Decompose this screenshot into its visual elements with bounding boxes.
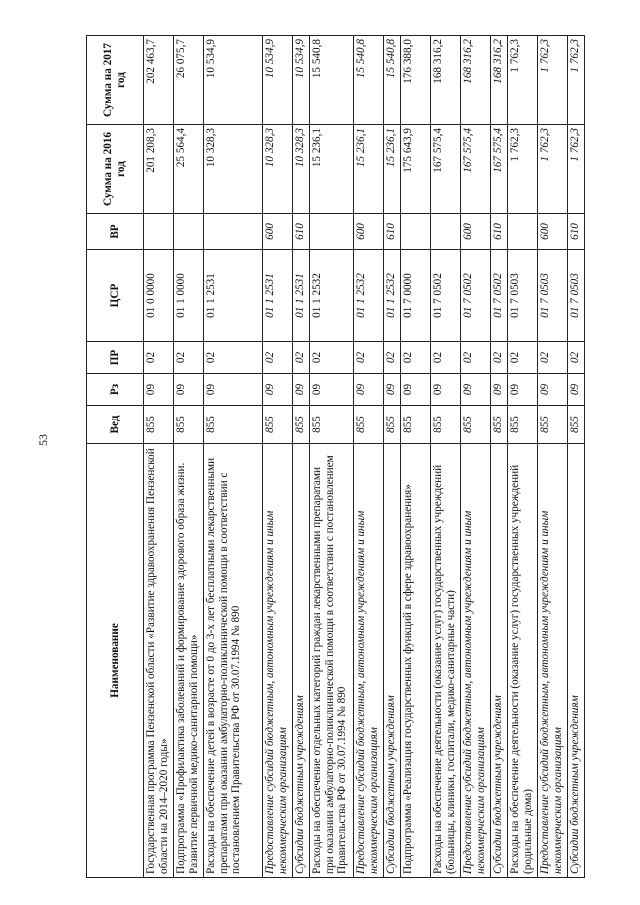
cell-ved: 855 [491, 406, 508, 444]
table-row [204, 36, 263, 878]
cell-vr [144, 214, 174, 250]
cell-vr: 600 [354, 214, 384, 250]
cell-rz: 09 [461, 374, 491, 406]
cell-sum-2016: 1 762,3 [538, 125, 568, 214]
cell-csr: 01 1 2531 [263, 250, 293, 342]
cell-ved: 855 [384, 406, 401, 444]
header-ved: Вед [87, 406, 144, 444]
cell-name: Предоставление субсидий бюджетным, автономным учреждениям и иным некоммерческим организациям [538, 444, 568, 878]
cell-sum-2017: 168 316,2 [491, 36, 508, 125]
table-body [144, 36, 585, 878]
table-row [538, 36, 568, 878]
cell-sum-2016: 1 762,3 [568, 125, 585, 214]
cell-csr: 01 7 0000 [401, 250, 431, 342]
cell-vr [174, 214, 204, 250]
cell-ved: 855 [354, 406, 384, 444]
cell-sum-2017: 202 463,7 [144, 36, 174, 125]
cell-pr: 02 [431, 342, 461, 374]
cell-vr [204, 214, 263, 250]
cell-sum-2016: 10 328,3 [263, 125, 293, 214]
cell-sum-2017: 26 075,7 [174, 36, 204, 125]
budget-table [86, 35, 585, 878]
cell-csr: 01 1 0000 [174, 250, 204, 342]
header-sum-2016: Сумма на 2016 год [87, 125, 144, 214]
cell-pr: 02 [538, 342, 568, 374]
cell-csr: 01 7 0503 [568, 250, 585, 342]
cell-vr: 610 [384, 214, 401, 250]
cell-sum-2016: 15 236,1 [354, 125, 384, 214]
cell-ved: 855 [144, 406, 174, 444]
cell-ved: 855 [401, 406, 431, 444]
cell-ved: 855 [293, 406, 310, 444]
cell-rz: 09 [354, 374, 384, 406]
cell-sum-2016: 167 575,4 [491, 125, 508, 214]
cell-pr: 02 [491, 342, 508, 374]
cell-csr: 01 7 0502 [431, 250, 461, 342]
cell-rz: 09 [538, 374, 568, 406]
table-row [461, 36, 491, 878]
page-number: 53 [36, 434, 50, 446]
header-pr: ПР [87, 342, 144, 374]
cell-sum-2017: 1 762,3 [568, 36, 585, 125]
cell-pr: 02 [293, 342, 310, 374]
rotated-table-wrapper [86, 36, 581, 878]
cell-ved: 855 [204, 406, 263, 444]
cell-csr: 01 7 0502 [491, 250, 508, 342]
cell-ved: 855 [310, 406, 354, 444]
cell-csr: 01 1 2532 [384, 250, 401, 342]
cell-sum-2017: 15 540,8 [384, 36, 401, 125]
cell-rz: 09 [508, 374, 538, 406]
cell-rz: 09 [568, 374, 585, 406]
cell-pr: 02 [401, 342, 431, 374]
cell-vr [310, 214, 354, 250]
cell-rz: 09 [431, 374, 461, 406]
cell-sum-2016: 167 575,4 [431, 125, 461, 214]
cell-csr: 01 1 2531 [204, 250, 263, 342]
header-row [87, 36, 144, 878]
cell-rz: 09 [144, 374, 174, 406]
cell-sum-2017: 15 540,8 [310, 36, 354, 125]
cell-sum-2016: 10 328,3 [204, 125, 263, 214]
cell-sum-2016: 15 236,1 [310, 125, 354, 214]
cell-ved: 855 [174, 406, 204, 444]
cell-csr: 01 0 0000 [144, 250, 174, 342]
cell-name: Субсидии бюджетным учреждениям [384, 444, 401, 878]
cell-vr: 600 [538, 214, 568, 250]
cell-name: Субсидии бюджетным учреждениям [491, 444, 508, 878]
cell-name: Подпрограмма «Профилактика заболеваний и формирование здорового образа жизни. Развитие первичной медико-санитарной помощи» [174, 444, 204, 878]
cell-sum-2017: 15 540,8 [354, 36, 384, 125]
cell-name: Расходы на обеспечение деятельности (оказание услуг) государственных учреждений (родильные дома) [508, 444, 538, 878]
cell-sum-2017: 168 316,2 [431, 36, 461, 125]
cell-name: Предоставление субсидий бюджетным, автономным учреждениям и иным некоммерческим организациям [461, 444, 491, 878]
cell-rz: 09 [263, 374, 293, 406]
header-rz: Рз [87, 374, 144, 406]
cell-pr: 02 [174, 342, 204, 374]
table-row [401, 36, 431, 878]
cell-vr: 610 [491, 214, 508, 250]
table-row [508, 36, 538, 878]
cell-rz: 09 [174, 374, 204, 406]
cell-csr: 01 7 0503 [508, 250, 538, 342]
cell-sum-2017: 1 762,3 [508, 36, 538, 125]
cell-name: Субсидии бюджетным учреждениям [293, 444, 310, 878]
cell-name: Расходы на обеспечение детей в возрасте от 0 до 3-х лет бесплатными лекарственными препаратами при оказании амбулаторно-поликлинической помощи в соответствии с постановлением Правительства РФ от 30.07.1994 № 890 [204, 444, 263, 878]
cell-csr: 01 1 2532 [354, 250, 384, 342]
cell-name: Субсидии бюджетным учреждениям [568, 444, 585, 878]
table-row [384, 36, 401, 878]
cell-rz: 09 [491, 374, 508, 406]
cell-name: Предоставление субсидий бюджетным, автономным учреждениям и иным некоммерческим организациям [263, 444, 293, 878]
cell-pr: 02 [204, 342, 263, 374]
cell-sum-2016: 15 236,1 [384, 125, 401, 214]
cell-csr: 01 1 2531 [293, 250, 310, 342]
cell-sum-2016: 175 643,9 [401, 125, 431, 214]
table-row [174, 36, 204, 878]
cell-vr [431, 214, 461, 250]
table-row [354, 36, 384, 878]
cell-sum-2017: 10 534,9 [293, 36, 310, 125]
cell-ved: 855 [538, 406, 568, 444]
cell-csr: 01 7 0503 [538, 250, 568, 342]
table-row [144, 36, 174, 878]
cell-pr: 02 [263, 342, 293, 374]
cell-vr: 610 [568, 214, 585, 250]
cell-ved: 855 [508, 406, 538, 444]
header-name: Наименование [87, 444, 144, 878]
cell-sum-2016: 10 328,3 [293, 125, 310, 214]
cell-sum-2017: 10 534,9 [263, 36, 293, 125]
cell-sum-2016: 25 564,4 [174, 125, 204, 214]
cell-pr: 02 [461, 342, 491, 374]
cell-name: Расходы на обеспечение отдельных категорий граждан лекарственными препаратами при оказании амбулаторно-поликлинической помощи в соответствии с постановлением Правительства РФ от 30.07.1994 № 890 [310, 444, 354, 878]
cell-sum-2016: 201 208,3 [144, 125, 174, 214]
cell-vr [508, 214, 538, 250]
cell-csr: 01 1 2532 [310, 250, 354, 342]
table-row [491, 36, 508, 878]
table-row [568, 36, 585, 878]
cell-ved: 855 [461, 406, 491, 444]
cell-rz: 09 [384, 374, 401, 406]
cell-vr [401, 214, 431, 250]
cell-sum-2016: 167 575,4 [461, 125, 491, 214]
header-vr: ВР [87, 214, 144, 250]
cell-pr: 02 [508, 342, 538, 374]
table-row [293, 36, 310, 878]
cell-name: Расходы на обеспечение деятельности (оказание услуг) государственных учреждений (больницы, клиники, госпитали, медико-санитарные части) [431, 444, 461, 878]
cell-pr: 02 [144, 342, 174, 374]
cell-sum-2017: 168 316,2 [461, 36, 491, 125]
cell-pr: 02 [384, 342, 401, 374]
table-row [263, 36, 293, 878]
cell-sum-2017: 1 762,3 [538, 36, 568, 125]
cell-vr: 600 [263, 214, 293, 250]
cell-pr: 02 [310, 342, 354, 374]
cell-name: Подпрограмма «Реализация государственных функций в сфере здравоохранения» [401, 444, 431, 878]
cell-name: Предоставление субсидий бюджетным, автономным учреждениям и иным некоммерческим организациям [354, 444, 384, 878]
table-row [310, 36, 354, 878]
cell-name: Государственная программа Пензенской области «Развитие здравоохранения Пензенской области на 2014–2020 годы» [144, 444, 174, 878]
cell-vr: 610 [293, 214, 310, 250]
cell-vr: 600 [461, 214, 491, 250]
cell-pr: 02 [354, 342, 384, 374]
table-row [431, 36, 461, 878]
cell-sum-2017: 176 388,0 [401, 36, 431, 125]
header-csr: ЦСР [87, 250, 144, 342]
cell-ved: 855 [568, 406, 585, 444]
cell-ved: 855 [431, 406, 461, 444]
header-sum-2017: Сумма на 2017 год [87, 36, 144, 125]
table-header [87, 36, 144, 878]
cell-csr: 01 7 0502 [461, 250, 491, 342]
cell-rz: 09 [310, 374, 354, 406]
cell-pr: 02 [568, 342, 585, 374]
cell-ved: 855 [263, 406, 293, 444]
cell-rz: 09 [204, 374, 263, 406]
cell-rz: 09 [293, 374, 310, 406]
cell-sum-2017: 10 534,9 [204, 36, 263, 125]
cell-sum-2016: 1 762,3 [508, 125, 538, 214]
cell-rz: 09 [401, 374, 431, 406]
